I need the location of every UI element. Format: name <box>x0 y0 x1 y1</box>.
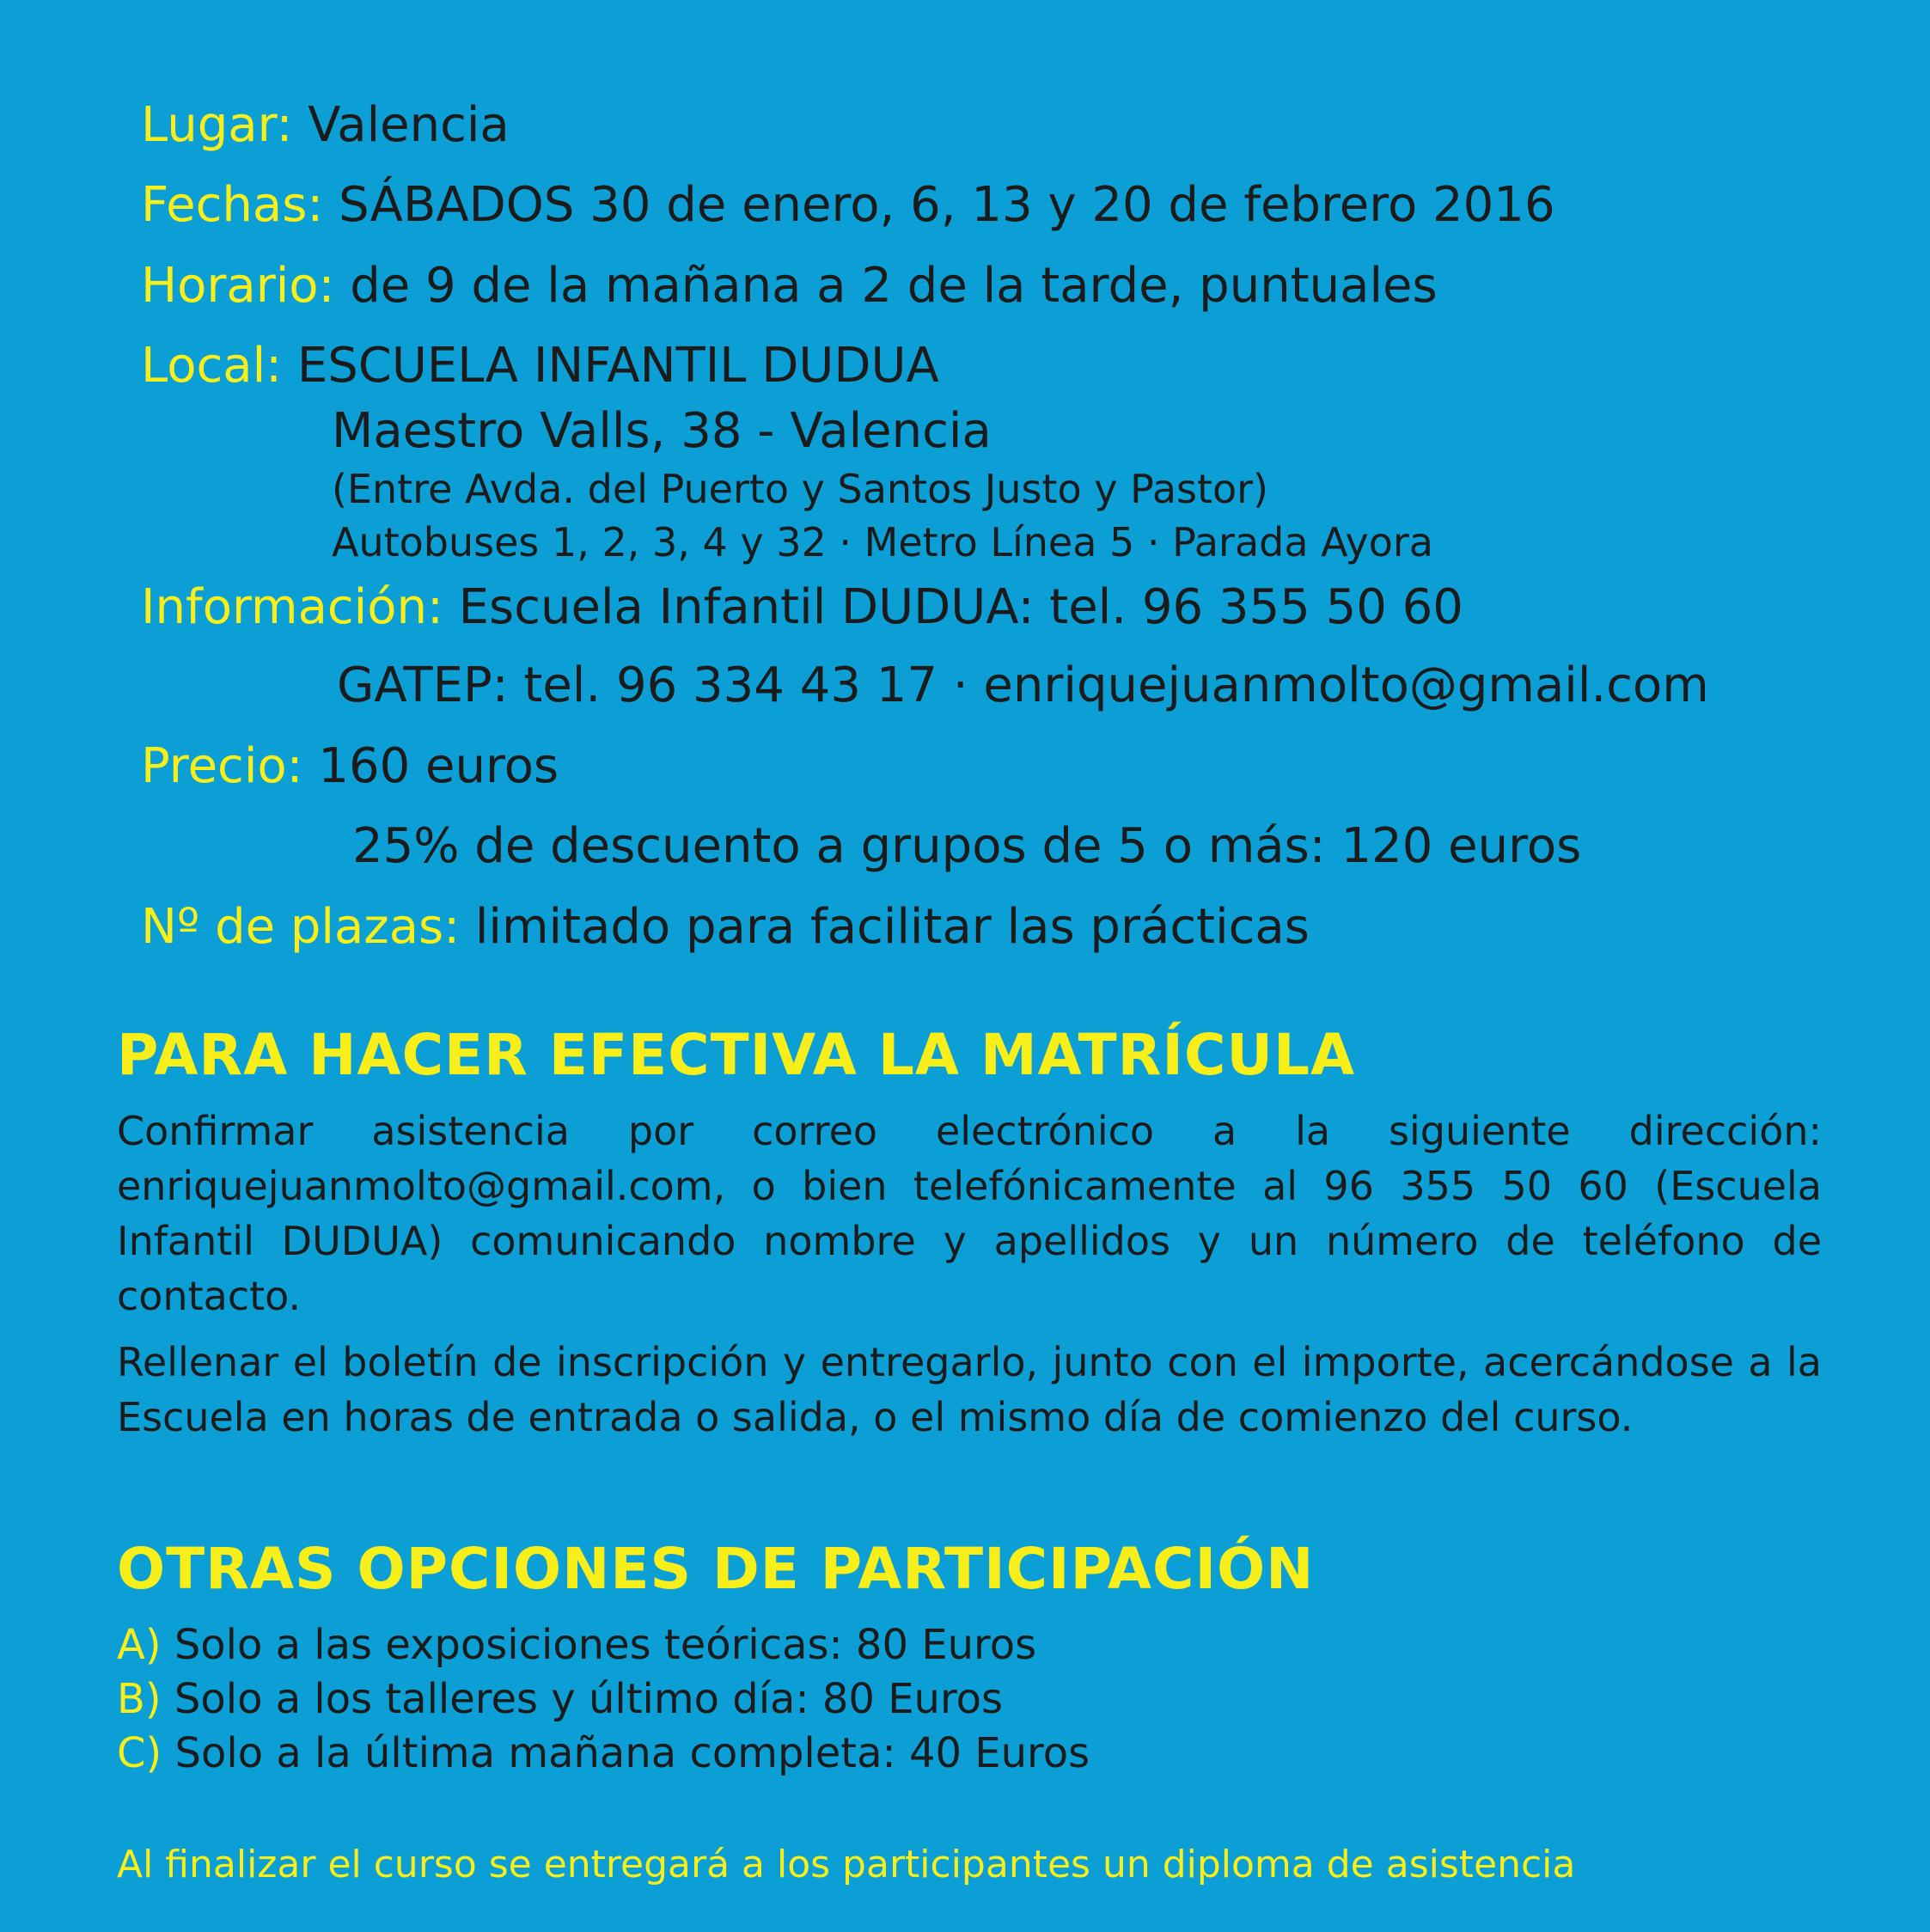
local-row <box>141 338 939 394</box>
opcion-b-letter: B) <box>117 1675 162 1723</box>
informacion-value: Escuela Infantil DUDUA: tel. 96 355 50 60 <box>458 579 1463 635</box>
plazas-label: Nº de plazas: <box>141 899 461 955</box>
opcion-a <box>117 1621 1037 1669</box>
opcion-b <box>117 1675 1004 1723</box>
matricula-paragraph-2: Rellenar el boletín de inscripción y entregarlo, junto con el importe, acercándose a la Escuela en horas de entrada o salida, o el mismo día de comienzo del curso. <box>117 1339 1822 1440</box>
fechas-label: Fechas: <box>141 177 324 233</box>
lugar-row <box>141 97 510 153</box>
footer-diploma-note: Al finalizar el curso se entregará a los participantes un diploma de asistencia <box>117 1843 1576 1886</box>
opcion-a-text: Solo a las exposiciones teóricas: 80 Euros <box>174 1621 1037 1669</box>
local-label: Local: <box>141 338 283 394</box>
precio-discount: 25% de descuento a grupos de 5 o más: 120 euros <box>352 818 1582 874</box>
opcion-a-letter: A) <box>117 1621 162 1669</box>
opciones-heading: OTRAS OPCIONES DE PARTICIPACIÓN <box>117 1536 1315 1602</box>
opcion-c-letter: C) <box>117 1729 162 1777</box>
horario-label: Horario: <box>141 258 335 314</box>
fechas-value: SÁBADOS 30 de enero, 6, 13 y 20 de febrero 2016 <box>339 177 1555 233</box>
local-transport: Autobuses 1, 2, 3, 4 y 32 · Metro Línea 5 · Parada Ayora <box>332 519 1433 566</box>
plazas-value: limitado para facilitar las prácticas <box>474 899 1310 955</box>
precio-row <box>141 738 559 794</box>
opcion-c-text: Solo a la última mañana completa: 40 Euros <box>174 1729 1090 1777</box>
matricula-heading: PARA HACER EFECTIVA LA MATRÍCULA <box>117 1022 1356 1088</box>
precio-value: 160 euros <box>318 738 559 794</box>
lugar-value: Valencia <box>308 97 510 153</box>
plazas-row <box>141 899 1310 955</box>
local-value: ESCUELA INFANTIL DUDUA <box>296 338 939 394</box>
informacion-label: Información: <box>141 579 443 635</box>
matricula-paragraph-1: Confirmar asistencia por correo electrónico a la siguiente dirección: enriquejuanmolto@gmail.com, o bien telefónicamente al 96 355 50 60 (Escuela Infantil DUDUA) comunicando nombre y apellidos y un número de teléfono de contacto. <box>117 1108 1822 1319</box>
opcion-b-text: Solo a los talleres y último día: 80 Euros <box>174 1675 1004 1723</box>
local-between: (Entre Avda. del Puerto y Santos Justo y Pastor) <box>332 466 1269 512</box>
fechas-row <box>141 177 1555 233</box>
informacion-gatep: GATEP: tel. 96 334 43 17 · enriquejuanmolto@gmail.com <box>337 657 1709 713</box>
opcion-c <box>117 1729 1090 1777</box>
horario-row <box>141 258 1438 314</box>
precio-label: Precio: <box>141 738 303 794</box>
lugar-label: Lugar: <box>141 97 293 153</box>
local-address: Maestro Valls, 38 - Valencia <box>332 403 992 459</box>
horario-value: de 9 de la mañana a 2 de la tarde, puntuales <box>350 258 1438 314</box>
informacion-row <box>141 579 1463 635</box>
